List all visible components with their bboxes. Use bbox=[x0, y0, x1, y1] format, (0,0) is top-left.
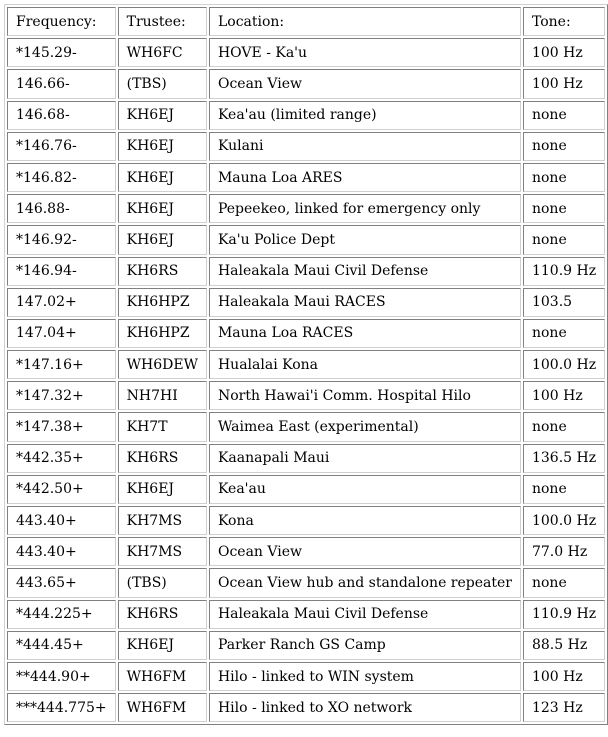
table-row bbox=[7, 475, 605, 504]
table-row bbox=[7, 662, 605, 691]
frequency-cell: 147.02+ bbox=[7, 288, 116, 317]
trustee-cell: WH6FM bbox=[118, 693, 207, 722]
trustee-cell: KH6EJ bbox=[118, 225, 207, 254]
frequency-cell: *146.82- bbox=[7, 163, 116, 192]
tone-cell: none bbox=[523, 101, 605, 130]
tone-cell: 110.9 Hz bbox=[523, 600, 605, 629]
table-row bbox=[7, 537, 605, 566]
tone-cell: 100 Hz bbox=[523, 69, 605, 98]
frequency-cell: 443.40+ bbox=[7, 506, 116, 535]
tone-cell: 103.5 bbox=[523, 288, 605, 317]
table-row bbox=[7, 693, 605, 722]
tone-cell: none bbox=[523, 319, 605, 348]
location-cell: Kea'au bbox=[209, 475, 521, 504]
location-cell: Haleakala Maui Civil Defense bbox=[209, 600, 521, 629]
trustee-cell: KH6HPZ bbox=[118, 319, 207, 348]
trustee-cell: KH7MS bbox=[118, 506, 207, 535]
location-cell: Kea'au (limited range) bbox=[209, 101, 521, 130]
table-row bbox=[7, 319, 605, 348]
tone-cell: none bbox=[523, 132, 605, 161]
trustee-cell: KH7T bbox=[118, 412, 207, 441]
tone-cell: none bbox=[523, 225, 605, 254]
frequency-cell: *444.45+ bbox=[7, 631, 116, 660]
location-cell: Hilo - linked to WIN system bbox=[209, 662, 521, 691]
trustee-cell: KH6EJ bbox=[118, 101, 207, 130]
frequency-cell: *145.29- bbox=[7, 38, 116, 67]
table-row bbox=[7, 69, 605, 98]
trustee-cell: KH6RS bbox=[118, 444, 207, 473]
tone-cell: none bbox=[523, 194, 605, 223]
location-cell: North Hawai'i Comm. Hospital Hilo bbox=[209, 381, 521, 410]
header-tone: Tone: bbox=[523, 7, 605, 36]
trustee-cell: KH6EJ bbox=[118, 163, 207, 192]
table-row bbox=[7, 257, 605, 286]
table-row bbox=[7, 444, 605, 473]
tone-cell: 123 Hz bbox=[523, 693, 605, 722]
frequency-cell: *146.76- bbox=[7, 132, 116, 161]
table-body bbox=[7, 38, 605, 722]
header-row bbox=[7, 7, 605, 36]
trustee-cell: KH6EJ bbox=[118, 132, 207, 161]
location-cell: Kona bbox=[209, 506, 521, 535]
trustee-cell: (TBS) bbox=[118, 568, 207, 597]
frequency-cell: *146.94- bbox=[7, 257, 116, 286]
table-row bbox=[7, 225, 605, 254]
header-trustee: Trustee: bbox=[118, 7, 207, 36]
tone-cell: 100 Hz bbox=[523, 381, 605, 410]
table-row bbox=[7, 631, 605, 660]
trustee-cell: KH6EJ bbox=[118, 631, 207, 660]
trustee-cell: KH6RS bbox=[118, 600, 207, 629]
location-cell: Kaanapali Maui bbox=[209, 444, 521, 473]
table-row bbox=[7, 600, 605, 629]
tone-cell: 100 Hz bbox=[523, 662, 605, 691]
tone-cell: 88.5 Hz bbox=[523, 631, 605, 660]
tone-cell: 77.0 Hz bbox=[523, 537, 605, 566]
location-cell: Hualalai Kona bbox=[209, 350, 521, 379]
location-cell: Ka'u Police Dept bbox=[209, 225, 521, 254]
location-cell: Parker Ranch GS Camp bbox=[209, 631, 521, 660]
location-cell: Ocean View bbox=[209, 537, 521, 566]
frequency-cell: 443.40+ bbox=[7, 537, 116, 566]
tone-cell: none bbox=[523, 475, 605, 504]
table-row bbox=[7, 350, 605, 379]
location-cell: Mauna Loa RACES bbox=[209, 319, 521, 348]
trustee-cell: KH6HPZ bbox=[118, 288, 207, 317]
trustee-cell: KH6RS bbox=[118, 257, 207, 286]
location-cell: Haleakala Maui Civil Defense bbox=[209, 257, 521, 286]
location-cell: Waimea East (experimental) bbox=[209, 412, 521, 441]
location-cell: Hilo - linked to XO network bbox=[209, 693, 521, 722]
table-row bbox=[7, 163, 605, 192]
tone-cell: 100.0 Hz bbox=[523, 350, 605, 379]
tone-cell: 136.5 Hz bbox=[523, 444, 605, 473]
frequency-cell: *146.92- bbox=[7, 225, 116, 254]
frequency-cell: *147.16+ bbox=[7, 350, 116, 379]
frequency-cell: 443.65+ bbox=[7, 568, 116, 597]
frequency-cell: 146.68- bbox=[7, 101, 116, 130]
trustee-cell: KH6EJ bbox=[118, 194, 207, 223]
tone-cell: 100 Hz bbox=[523, 38, 605, 67]
trustee-cell: KH7MS bbox=[118, 537, 207, 566]
frequency-cell: *442.50+ bbox=[7, 475, 116, 504]
tone-cell: none bbox=[523, 568, 605, 597]
table-row bbox=[7, 568, 605, 597]
table-row bbox=[7, 506, 605, 535]
location-cell: HOVE - Ka'u bbox=[209, 38, 521, 67]
frequency-cell: *442.35+ bbox=[7, 444, 116, 473]
frequency-cell: *444.225+ bbox=[7, 600, 116, 629]
location-cell: Pepeekeo, linked for emergency only bbox=[209, 194, 521, 223]
frequency-cell: 147.04+ bbox=[7, 319, 116, 348]
tone-cell: 110.9 Hz bbox=[523, 257, 605, 286]
table-row bbox=[7, 101, 605, 130]
location-cell: Mauna Loa ARES bbox=[209, 163, 521, 192]
trustee-cell: WH6DEW bbox=[118, 350, 207, 379]
header-frequency: Frequency: bbox=[7, 7, 116, 36]
frequency-cell: **444.90+ bbox=[7, 662, 116, 691]
location-cell: Ocean View bbox=[209, 69, 521, 98]
frequency-cell: *147.32+ bbox=[7, 381, 116, 410]
table-row bbox=[7, 381, 605, 410]
frequency-cell: *147.38+ bbox=[7, 412, 116, 441]
tone-cell: none bbox=[523, 412, 605, 441]
repeater-table bbox=[4, 4, 608, 725]
trustee-cell: KH6EJ bbox=[118, 475, 207, 504]
frequency-cell: ***444.775+ bbox=[7, 693, 116, 722]
table-row bbox=[7, 288, 605, 317]
table-row bbox=[7, 38, 605, 67]
table-row bbox=[7, 412, 605, 441]
location-cell: Ocean View hub and standalone repeater bbox=[209, 568, 521, 597]
trustee-cell: WH6FM bbox=[118, 662, 207, 691]
header-location: Location: bbox=[209, 7, 521, 36]
tone-cell: 100.0 Hz bbox=[523, 506, 605, 535]
tone-cell: none bbox=[523, 163, 605, 192]
table-row bbox=[7, 194, 605, 223]
table-row bbox=[7, 132, 605, 161]
location-cell: Kulani bbox=[209, 132, 521, 161]
trustee-cell: WH6FC bbox=[118, 38, 207, 67]
frequency-cell: 146.88- bbox=[7, 194, 116, 223]
location-cell: Haleakala Maui RACES bbox=[209, 288, 521, 317]
frequency-cell: 146.66- bbox=[7, 69, 116, 98]
trustee-cell: NH7HI bbox=[118, 381, 207, 410]
trustee-cell: (TBS) bbox=[118, 69, 207, 98]
